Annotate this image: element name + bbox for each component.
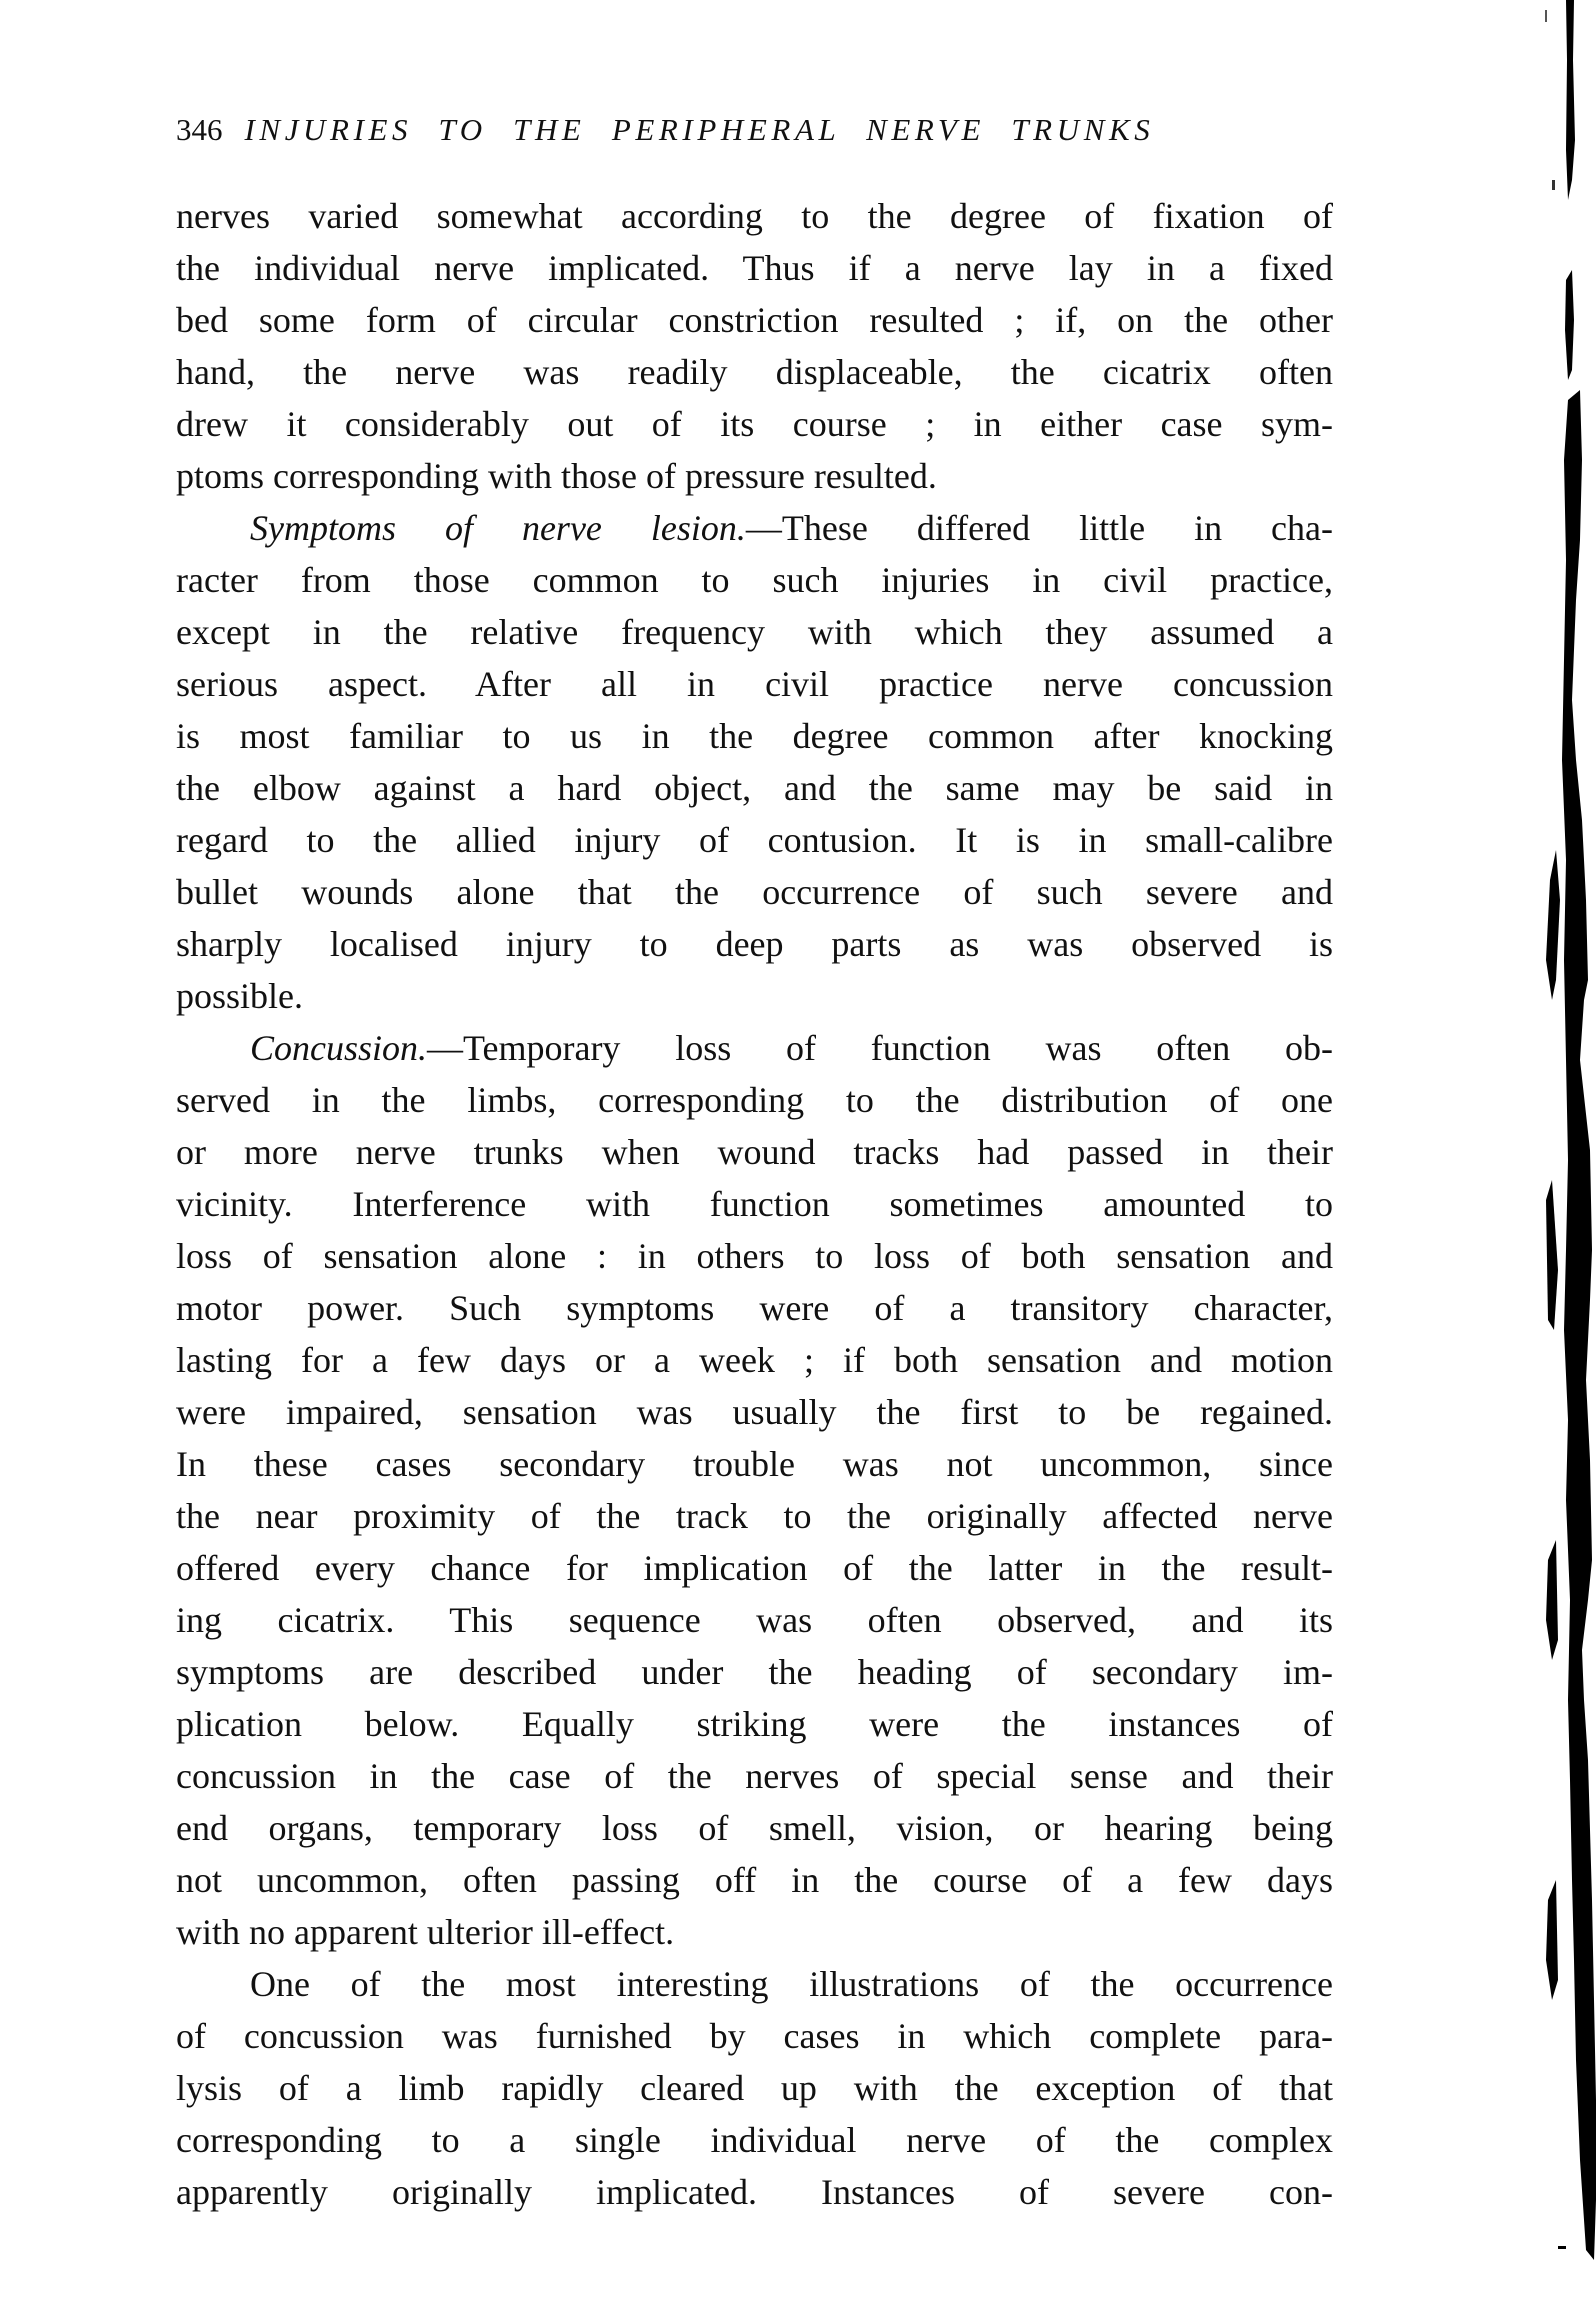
- text-segment: racter from those common to such injuries in civil practice,: [176, 560, 1333, 600]
- text-line: [176, 1282, 1333, 1334]
- text-line: [176, 1750, 1333, 1802]
- text-segment: concussion in the case of the nerves of special sense and their: [176, 1756, 1333, 1796]
- text-segment: or more nerve trunks when wound tracks had passed in their: [176, 1132, 1333, 1172]
- text-segment: plication below. Equally striking were the instances of: [176, 1704, 1333, 1744]
- text-line: [176, 1334, 1333, 1386]
- text-line: [176, 762, 1333, 814]
- text-line: [176, 710, 1333, 762]
- text-segment: One of the most interesting illustrations of the occurrence: [250, 1964, 1333, 2004]
- text-segment: apparently originally implicated. Instances of severe con-: [176, 2172, 1333, 2212]
- body-text: [176, 190, 1333, 2218]
- text-segment: regard to the allied injury of contusion. It is in small-calibre: [176, 820, 1333, 860]
- text-line: [176, 1126, 1333, 1178]
- text-segment: loss of sensation alone : in others to loss of both sensation and: [176, 1236, 1333, 1276]
- text-segment: except in the relative frequency with which they assumed a: [176, 612, 1333, 652]
- text-line: [176, 1698, 1333, 1750]
- italic-heading: Concussion.: [250, 1028, 428, 1068]
- text-line: [176, 918, 1333, 970]
- italic-heading: Symptoms of nerve lesion.: [250, 508, 746, 548]
- text-segment: lysis of a limb rapidly cleared up with the exception of that: [176, 2068, 1333, 2108]
- text-segment: ptoms corresponding with those of pressure resulted.: [176, 456, 937, 496]
- text-segment: sharply localised injury to deep parts as was observed is: [176, 924, 1333, 964]
- text-segment: motor power. Such symptoms were of a transitory character,: [176, 1288, 1333, 1328]
- text-line: [176, 606, 1333, 658]
- text-line: [176, 1594, 1333, 1646]
- text-line: [176, 2166, 1333, 2218]
- page-number: 346: [176, 112, 223, 147]
- paragraph: [176, 1022, 1333, 1958]
- text-line: [176, 502, 1333, 554]
- text-line: [176, 1958, 1333, 2010]
- paragraph: [176, 1958, 1333, 2218]
- text-line: [176, 1854, 1333, 1906]
- text-segment: with no apparent ulterior ill-effect.: [176, 1912, 675, 1952]
- text-segment: —These differed little in cha-: [745, 508, 1333, 548]
- text-line: [176, 1646, 1333, 1698]
- text-line: [176, 2062, 1333, 2114]
- text-line: [176, 1074, 1333, 1126]
- text-segment: —Temporary loss of function was often ob-: [427, 1028, 1333, 1068]
- paragraph: [176, 502, 1333, 1022]
- text-segment: symptoms are described under the heading of secondary im-: [176, 1652, 1333, 1692]
- text-line: [176, 1230, 1333, 1282]
- text-line: [176, 190, 1333, 242]
- text-line: [176, 866, 1333, 918]
- text-line: [176, 970, 1333, 1022]
- text-segment: corresponding to a single individual nerve of the complex: [176, 2120, 1333, 2160]
- text-segment: In these cases secondary trouble was not uncommon, since: [176, 1444, 1333, 1484]
- text-segment: the elbow against a hard object, and the same may be said in: [176, 768, 1333, 808]
- text-line: [176, 346, 1333, 398]
- text-segment: ing cicatrix. This sequence was often observed, and its: [176, 1600, 1333, 1640]
- text-segment: bed some form of circular constriction resulted ; if, on the other: [176, 300, 1333, 340]
- text-line: [176, 450, 1333, 502]
- text-line: [176, 814, 1333, 866]
- text-segment: vicinity. Interference with function sometimes amounted to: [176, 1184, 1333, 1224]
- text-line: [176, 554, 1333, 606]
- text-line: [176, 1802, 1333, 1854]
- text-segment: nerves varied somewhat according to the degree of fixation of: [176, 196, 1333, 236]
- text-segment: possible.: [176, 976, 304, 1016]
- text-segment: were impaired, sensation was usually the first to be regained.: [176, 1392, 1333, 1432]
- text-line: [176, 1542, 1333, 1594]
- text-line: [176, 1490, 1333, 1542]
- running-title: INJURIES TO THE PERIPHERAL NERVE TRUNKS: [244, 112, 1155, 147]
- scanned-page-edge: [1500, 0, 1596, 2306]
- text-line: [176, 1386, 1333, 1438]
- text-segment: the near proximity of the track to the originally affected nerve: [176, 1496, 1333, 1536]
- text-line: [176, 2010, 1333, 2062]
- text-segment: of concussion was furnished by cases in which complete para-: [176, 2016, 1333, 2056]
- text-line: [176, 242, 1333, 294]
- text-segment: offered every chance for implication of the latter in the result-: [176, 1548, 1333, 1588]
- text-line: [176, 294, 1333, 346]
- text-line: [176, 1178, 1333, 1230]
- text-segment: served in the limbs, corresponding to the distribution of one: [176, 1080, 1333, 1120]
- text-line: [176, 1906, 1333, 1958]
- text-line: [176, 1022, 1333, 1074]
- text-segment: is most familiar to us in the degree common after knocking: [176, 716, 1333, 756]
- text-segment: bullet wounds alone that the occurrence of such severe and: [176, 872, 1333, 912]
- text-segment: the individual nerve implicated. Thus if a nerve lay in a fixed: [176, 248, 1333, 288]
- text-line: [176, 1438, 1333, 1490]
- paragraph: [176, 190, 1333, 502]
- text-segment: end organs, temporary loss of smell, vision, or hearing being: [176, 1808, 1333, 1848]
- running-header: [176, 110, 1296, 150]
- text-segment: serious aspect. After all in civil practice nerve concussion: [176, 664, 1333, 704]
- text-segment: hand, the nerve was readily displaceable, the cicatrix often: [176, 352, 1333, 392]
- text-segment: lasting for a few days or a week ; if both sensation and motion: [176, 1340, 1333, 1380]
- text-segment: drew it considerably out of its course ; in either case sym-: [176, 404, 1333, 444]
- text-segment: not uncommon, often passing off in the course of a few days: [176, 1860, 1333, 1900]
- text-line: [176, 398, 1333, 450]
- text-line: [176, 2114, 1333, 2166]
- text-line: [176, 658, 1333, 710]
